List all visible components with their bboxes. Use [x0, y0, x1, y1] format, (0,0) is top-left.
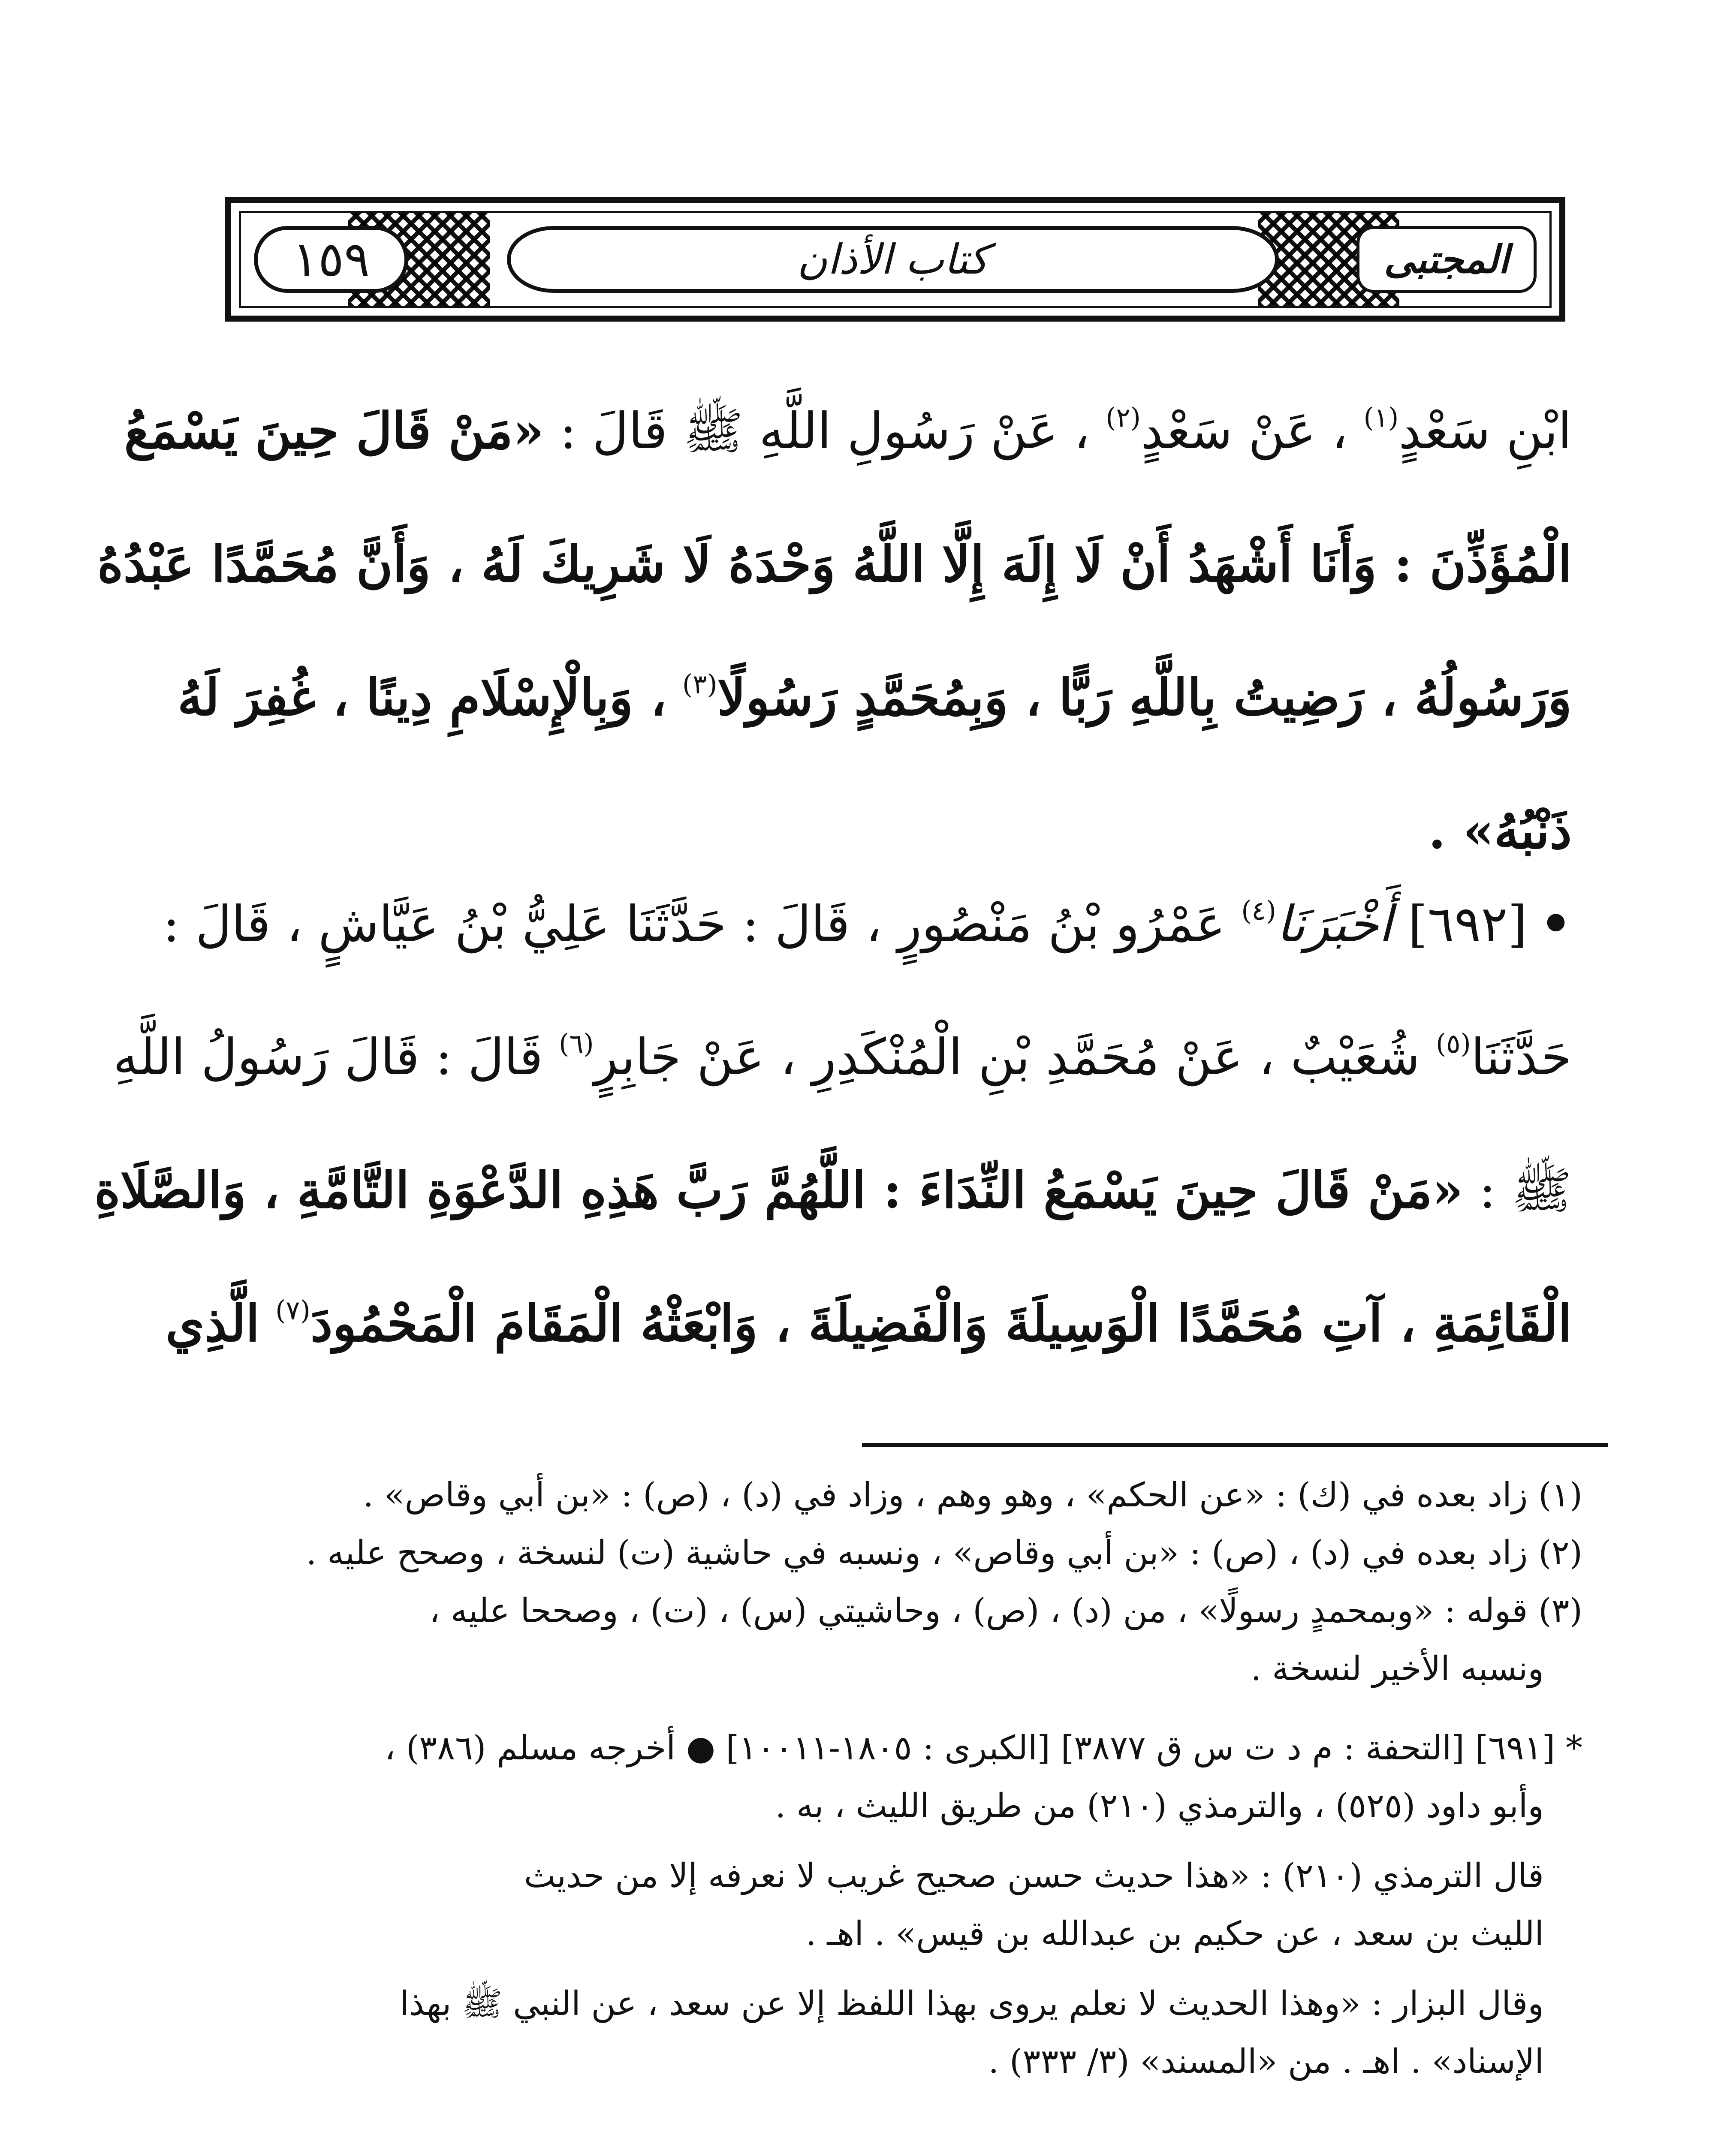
footnote-marker: (٢): [1106, 402, 1141, 433]
hadith-matn: «مَنْ قَالَ حِينَ يَسْمَعُ: [124, 402, 544, 460]
hadith-692-text: [94, 858, 1572, 1391]
hadith-matn: الْقَائِمَةِ ، آتِ مُحَمَّدًا الْوَسِيلَةَ وَالْفَضِيلَةَ ، وَابْعَثْهُ الْمَقَامَ الْمَحْمُودَ: [310, 1295, 1572, 1353]
footnote-marker: (٦): [558, 1028, 594, 1059]
text-run: ، عَنْ سَعْدٍ: [1140, 402, 1348, 460]
hadith-matn: ، وَبِالْإِسْلَامِ دِينًا ، غُفِرَ لَهُ: [178, 668, 667, 727]
text-run: حَدَّثَنَا: [1471, 1028, 1572, 1086]
hadith-matn: ذَنْبُهُ» .: [1428, 802, 1572, 860]
header-inner-frame: [239, 211, 1552, 308]
bullet-icon: •: [1540, 895, 1572, 953]
text-line: [178, 631, 1572, 765]
book-logo-text: المجتبى: [1384, 237, 1509, 282]
hadith-matn: وَرَسُولُهُ ، رَضِيتُ بِاللَّهِ رَبًّا ، وَبِمُحَمَّدٍ رَسُولًا: [717, 668, 1572, 727]
footnotes-block: [232, 1466, 1582, 1698]
footnote-marker: (٧): [275, 1295, 310, 1326]
footnote-marker: (١): [1363, 402, 1399, 433]
takhrij-block: [202, 1719, 1582, 2091]
tirmidhi-comment-continued: الليث بن سعد ، عن حكيم بن عبدالله بن قيس» . اهـ .: [805, 1915, 1544, 1953]
text-run: أَخْبَرَنَا: [1276, 895, 1392, 953]
text-line: [94, 1124, 1572, 1257]
footnote-marker: (٤): [1241, 895, 1276, 926]
book-logo: [1356, 226, 1537, 293]
footnote-marker: (٣): [682, 668, 717, 700]
hadith-691-text: [97, 364, 1572, 898]
running-title: كتاب الأذان: [797, 235, 989, 283]
hadith-matn: الْمُؤَذِّنَ : وَأَنَا أَشْهَدُ أَنْ لَا إِلَهَ إِلَّا اللَّهُ وَحْدَهُ لَا شَرِيكَ لَهُ ، وَأَنَّ مُحَمَّدًا عَبْدُهُ: [97, 535, 1572, 593]
text-line: [163, 858, 1572, 991]
page-number: ١٥٩: [292, 232, 370, 287]
footnote-3-continued: ونسبه الأخير لنسخة .: [1251, 1650, 1544, 1688]
hadith-matn: الَّذِي: [165, 1295, 260, 1353]
text-line: [165, 1257, 1572, 1391]
text-run: ابْنِ سَعْدٍ: [1398, 402, 1572, 460]
footnote-marker: (٥): [1436, 1028, 1471, 1059]
footnote-1: (١) زاد بعده في (ك) : «عن الحكم» ، وهو وهم ، وزاد في (د) ، (ص) : «بن أبي وقاص» .: [363, 1476, 1582, 1515]
hadith-number: [٦٩٢]: [1408, 895, 1527, 953]
text-run: ﷺ :: [1479, 1162, 1572, 1220]
page-number-cartouche: [254, 226, 408, 293]
text-line: [113, 991, 1572, 1124]
footnote-2: (٢) زاد بعده في (د) ، (ص) : «بن أبي وقاص» ، ونسبه في حاشية (ت) لنسخة ، وصحح عليه .: [306, 1534, 1582, 1572]
text-line: [124, 364, 1572, 498]
text-run: ، عَنْ رَسُولِ اللَّهِ ﷺ قَالَ :: [560, 402, 1090, 460]
text-run: قَالَ : قَالَ رَسُولُ اللَّهِ: [113, 1028, 543, 1086]
text-line: [97, 498, 1572, 631]
bazzar-comment-continued: الإسناد» . اهـ . من «المسند» (٣/ ٣٣٣) .: [988, 2042, 1544, 2081]
text-run: شُعَيْبٌ ، عَنْ مُحَمَّدِ بْنِ الْمُنْكَدِرِ ، عَنْ جَابِرٍ: [594, 1028, 1420, 1086]
tirmidhi-comment: قال الترمذي (٢١٠) : «هذا حديث حسن صحيح غريب لا نعرفه إلا من حديث: [524, 1857, 1544, 1895]
text-run: عَمْرُو بْنُ مَنْصُورٍ ، قَالَ : حَدَّثَنَا عَلِيُّ بْنُ عَيَّاشٍ ، قَالَ :: [163, 895, 1226, 953]
page-header: [225, 197, 1565, 322]
footnote-3: (٣) قوله : «وبمحمدٍ رسولًا» ، من (د) ، (ص) ، وحاشيتي (س) ، (ت) ، وصححا عليه ،: [429, 1592, 1582, 1630]
footnote-separator: [862, 1443, 1608, 1447]
takhrij-line: * [٦٩١] [التحفة : م د ت س ق ٣٨٧٧] [الكبرى : ١٨٠٥-١٠٠١١] ● أخرجه مسلم (٣٨٦) ،: [384, 1729, 1582, 1768]
takhrij-line: وأبو داود (٥٢٥) ، والترمذي (٢١٠) من طريق الليث ، به .: [775, 1787, 1544, 1825]
hadith-matn: «مَنْ قَالَ حِينَ يَسْمَعُ النِّدَاءَ : اللَّهُمَّ رَبَّ هَذِهِ الدَّعْوَةِ التَّامَّةِ ، وَالصَّلَاةِ: [94, 1161, 1464, 1220]
running-title-cartouche: [507, 226, 1279, 293]
bazzar-comment: وقال البزار : «وهذا الحديث لا نعلم يروى بهذا اللفظ إلا عن سعد ، عن النبي ﷺ بهذا: [400, 1984, 1544, 2023]
